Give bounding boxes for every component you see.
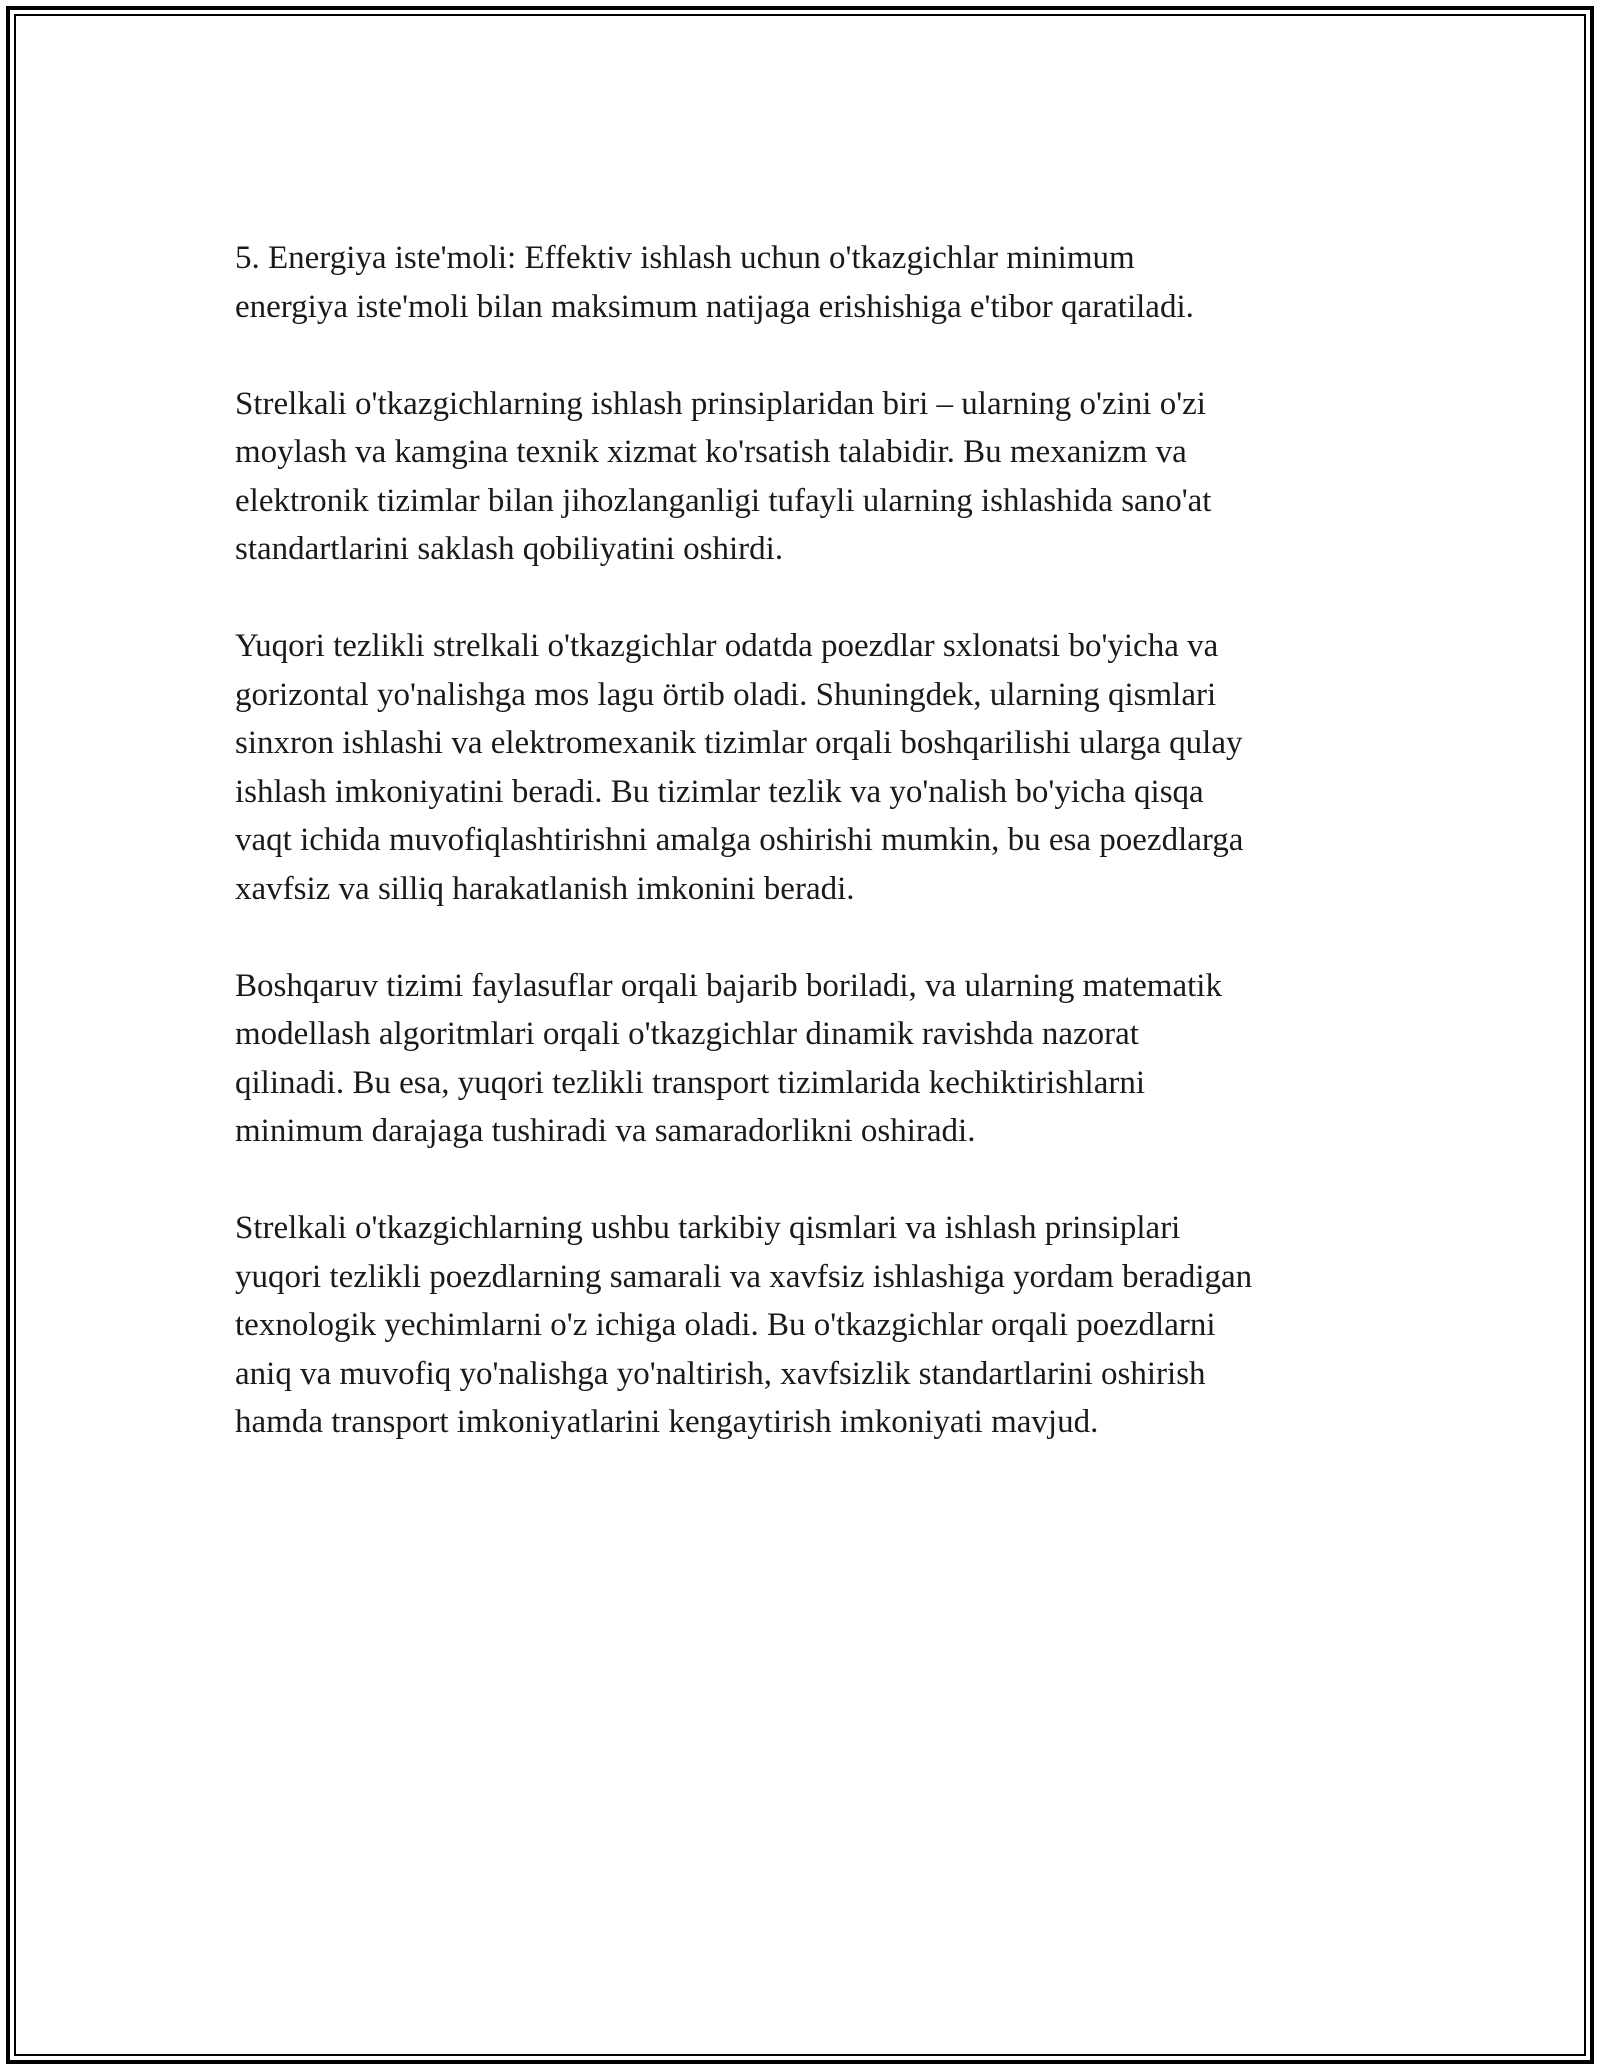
text-line: modellash algoritmlari orqali o'tkazgichlar dinamik ravishda nazorat — [235, 1016, 1139, 1052]
text-line: gorizontal yo'nalishga mos lagu örtib oladi. Shuningdek, ularning qismlari — [235, 676, 1217, 713]
text-line: Strelkali o'tkazgichlarning ushbu tarkibiy qismlari va ishlash prinsiplari — [235, 1210, 1181, 1246]
text-line: elektronik tizimlar bilan jihozlanganligi tufayli ularning ishlashida sano'at — [235, 482, 1212, 519]
paragraph-conclusion — [235, 1204, 1395, 1447]
text-line: qilinadi. Bu esa, yuqori tezlikli transport tizimlarida kechiktirishlarni — [235, 1064, 1146, 1101]
paragraph-high-speed-switches — [235, 622, 1395, 913]
text-line: 5. Energiya iste'moli: Effektiv ishlash uchun o'tkazgichlar minimum — [235, 240, 1135, 276]
text-line: Strelkali o'tkazgichlarning ishlash prinsiplaridan biri – ularning o'zini o'zi — [235, 385, 1206, 422]
text-line: standartlarini saklash qobiliyatini oshirdi. — [235, 531, 784, 567]
paragraph-working-principles — [235, 380, 1395, 574]
text-line: aniq va muvofiq yo'nalishga yo'naltirish, xavfsizlik standartlarini oshirish — [235, 1355, 1206, 1392]
text-line: Yuqori tezlikli strelkali o'tkazgichlar odatda poezdlar sxlonatsi bo'yicha va — [235, 628, 1219, 664]
text-line: hamda transport imkoniyatlarini kengaytirish imkoniyati mavjud. — [235, 1404, 1099, 1440]
text-line: energiya iste'moli bilan maksimum natijaga erishishiga e'tibor qaratiladi. — [235, 288, 1194, 325]
text-line: sinxron ishlashi va elektromexanik tizimlar orqali boshqarilishi ularga qulay — [235, 725, 1243, 761]
paragraph-energy-consumption — [235, 234, 1395, 331]
text-line: moylash va kamgina texnik xizmat ko'rsatish talabidir. Bu mexanizm va — [235, 434, 1187, 470]
text-line: minimum darajaga tushiradi va samaradorlikni oshiradi. — [235, 1113, 976, 1149]
text-line: Boshqaruv tizimi faylasuflar orqali bajarib boriladi, va ularning matematik — [235, 967, 1222, 1004]
text-line: yuqori tezlikli poezdlarning samarali va xavfsiz ishlashiga yordam beradigan — [235, 1258, 1253, 1295]
paragraph-control-system — [235, 962, 1395, 1156]
text-line: xavfsiz va silliq harakatlanish imkonini beradi. — [235, 870, 855, 907]
text-line: texnologik yechimlarni o'z ichiga oladi. Bu o'tkazgichlar orqali poezdlarni — [235, 1307, 1216, 1343]
text-line: vaqt ichida muvofiqlashtirishni amalga oshirishi mumkin, bu esa poezdlarga — [235, 822, 1244, 858]
document-body — [235, 234, 1395, 1495]
text-line: ishlash imkoniyatini beradi. Bu tizimlar tezlik va yo'nalish bo'yicha qisqa — [235, 773, 1204, 810]
